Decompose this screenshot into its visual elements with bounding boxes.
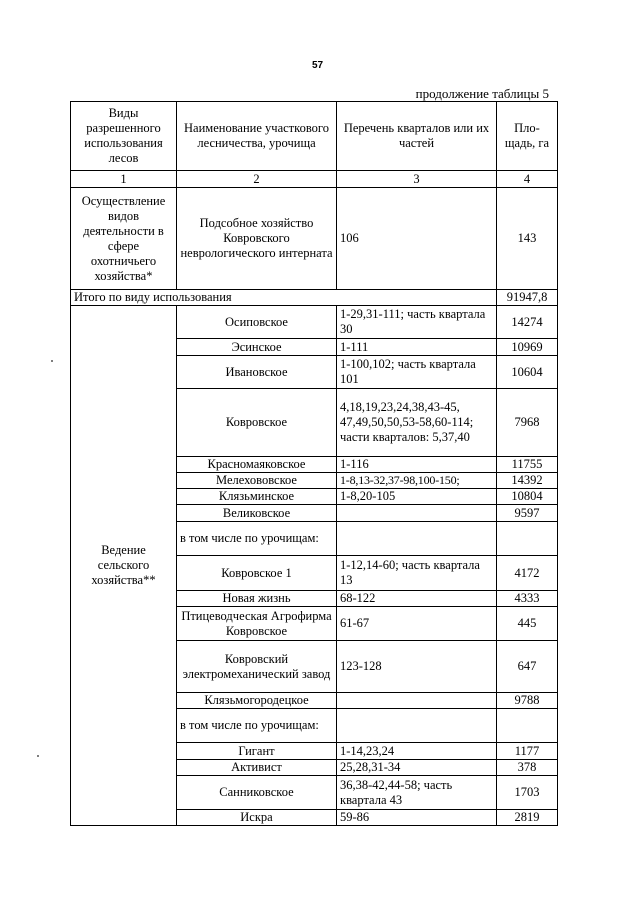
forestry-name: Ковровское: [177, 389, 337, 457]
area-cell: 9788: [497, 693, 558, 709]
quarters-cell: 25,28,31-34: [337, 760, 497, 776]
quarters-cell: 1-8,20-105: [337, 489, 497, 505]
area-cell: 4333: [497, 591, 558, 607]
area-cell: 378: [497, 760, 558, 776]
header-row: [71, 102, 558, 171]
quarters-cell: [337, 505, 497, 522]
quarters-cell: 1-111: [337, 339, 497, 356]
forestry-name: Клязьмогородецкое: [177, 693, 337, 709]
quarters-cell: 1-116: [337, 457, 497, 473]
forestry-name: Подсобное хозяйство Ковровского неврологического интерната: [177, 188, 337, 290]
area-cell: 7968: [497, 389, 558, 457]
forestry-name: Ивановское: [177, 356, 337, 389]
quarters-cell: 4,18,19,23,24,38,43-45, 47,49,50,50,53-58,60-114; части кварталов: 5,37,40: [337, 389, 497, 457]
area-cell: 2819: [497, 810, 558, 826]
area-cell: 11755: [497, 457, 558, 473]
header-use-type: Виды разрешенного использования лесов: [71, 102, 177, 171]
area-cell: 10804: [497, 489, 558, 505]
forestry-name: Мелехововское: [177, 473, 337, 489]
quarters-cell: 106: [337, 188, 497, 290]
area-cell: 10969: [497, 339, 558, 356]
area-cell: 10604: [497, 356, 558, 389]
area-cell: [497, 709, 558, 743]
scan-speck: [37, 755, 39, 757]
subsection-label: в том числе по урочищам:: [177, 709, 337, 743]
forest-use-table: [70, 101, 558, 826]
header-forestry-name: Наименование участкового лесничества, урочища: [177, 102, 337, 171]
area-cell: 4172: [497, 556, 558, 591]
subsection-label: в том числе по урочищам:: [177, 522, 337, 556]
column-number: 1: [71, 171, 177, 188]
quarters-cell: [337, 693, 497, 709]
forestry-name: Эсинское: [177, 339, 337, 356]
quarters-cell: 68-122: [337, 591, 497, 607]
table-row: [71, 306, 558, 339]
area-cell: 647: [497, 641, 558, 693]
forestry-name: Искра: [177, 810, 337, 826]
forestry-name: Красномаяковское: [177, 457, 337, 473]
area-cell: 14274: [497, 306, 558, 339]
area-cell: 1703: [497, 776, 558, 810]
total-row: [71, 290, 558, 306]
quarters-cell: 1-29,31-111; часть квартала 30: [337, 306, 497, 339]
forestry-name: Клязьминское: [177, 489, 337, 505]
column-number: 4: [497, 171, 558, 188]
use-type-agriculture: Ведение сельского хозяйства**: [71, 306, 177, 826]
header-area: Пло-щадь, га: [497, 102, 558, 171]
area-cell: 9597: [497, 505, 558, 522]
quarters-cell: 1-14,23,24: [337, 743, 497, 760]
quarters-cell: 61-67: [337, 607, 497, 641]
scan-speck: [51, 360, 53, 362]
area-cell: 14392: [497, 473, 558, 489]
column-number-row: [71, 171, 558, 188]
forestry-name: Осиповское: [177, 306, 337, 339]
quarters-cell: 1-12,14-60; часть квартала 13: [337, 556, 497, 591]
forestry-name: Великовское: [177, 505, 337, 522]
quarters-cell: 36,38-42,44-58; часть квартала 43: [337, 776, 497, 810]
forestry-name: Активист: [177, 760, 337, 776]
quarters-cell: [337, 709, 497, 743]
column-number: 2: [177, 171, 337, 188]
quarters-cell: 59-86: [337, 810, 497, 826]
forestry-name: Новая жизнь: [177, 591, 337, 607]
quarters-cell: 123-128: [337, 641, 497, 693]
page-number: 57: [311, 60, 324, 71]
area-cell: 1177: [497, 743, 558, 760]
forestry-name: Птицеводческая Агрофирма Ковровское: [177, 607, 337, 641]
column-number: 3: [337, 171, 497, 188]
header-quarters: Перечень кварталов или их частей: [337, 102, 497, 171]
forestry-name: Ковровское 1: [177, 556, 337, 591]
forestry-name: Гигант: [177, 743, 337, 760]
forestry-name: Ковровский электромеханический завод: [177, 641, 337, 693]
forestry-name: Санниковское: [177, 776, 337, 810]
table-continuation-caption: продолжение таблицы 5: [415, 86, 549, 101]
quarters-cell: 1-100,102; часть квартала 101: [337, 356, 497, 389]
total-label: Итого по виду использования: [71, 290, 497, 306]
hunting-row: [71, 188, 558, 290]
area-cell: [497, 522, 558, 556]
use-type-hunting: Осуществление видов деятельности в сфере охотничьего хозяйства*: [71, 188, 177, 290]
quarters-cell: 1-8,13-32,37-98,100-150;: [337, 473, 497, 489]
quarters-cell: [337, 522, 497, 556]
area-cell: 445: [497, 607, 558, 641]
total-area: 91947,8: [497, 290, 558, 306]
area-cell: 143: [497, 188, 558, 290]
